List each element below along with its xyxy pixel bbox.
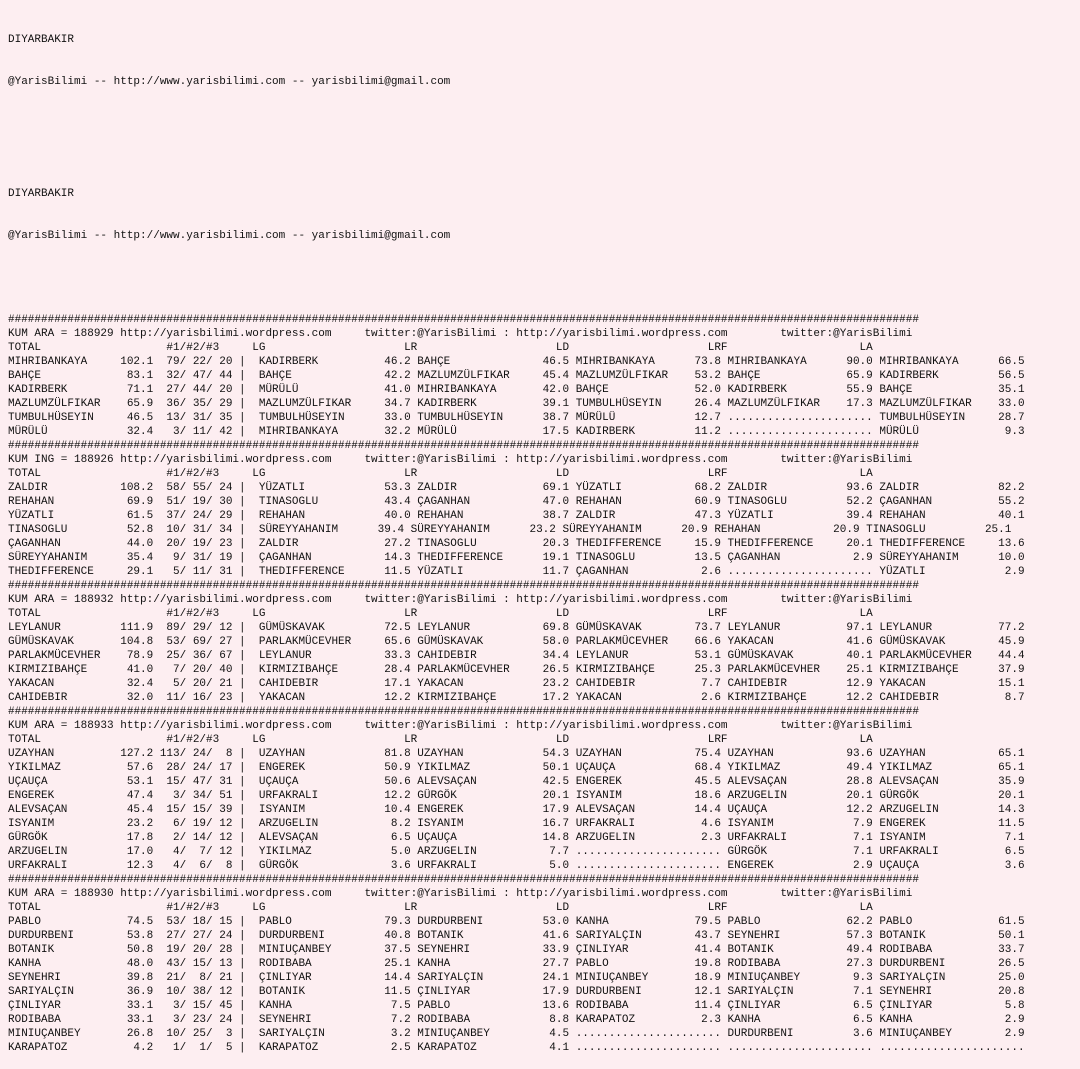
table-row: LEYLANUR 111.9 89/ 29/ 12 | GÜMÜSKAVAK 72.5 LEYLANUR 69.8 GÜMÜSKAVAK 73.7 LEYLANUR 97.1 LEYLANUR 77.2 bbox=[8, 622, 1025, 634]
table-row: ZALDIR 108.2 58/ 55/ 24 | YÜZATLI 53.3 ZALDIR 69.1 YÜZATLI 68.2 ZALDIR 93.6 ZALDIR 82.2 bbox=[8, 482, 1025, 494]
race-block bbox=[8, 873, 1080, 1055]
table-row: SEYNEHRI 39.8 21/ 8/ 21 | ÇINLIYAR 14.4 SARIYALÇIN 24.1 MINIUÇANBEY 18.9 MINIUÇANBEY 9.3 SARIYALÇIN 25.0 bbox=[8, 972, 1025, 984]
table-row: YAKACAN 32.4 5/ 20/ 21 | CAHIDEBIR 17.1 YAKACAN 23.2 CAHIDEBIR 7.7 CAHIDEBIR 12.9 YAKACAN 15.1 bbox=[8, 678, 1025, 690]
table-row: MAZLUMZÜLFIKAR 65.9 36/ 35/ 29 | MAZLUMZÜLFIKAR 34.7 KADIRBERK 39.1 TUMBULHÜSEYIN 26.4 MAZLUMZÜLFIKAR 17.3 MAZLUMZÜLFIKAR 33.0 bbox=[8, 398, 1025, 410]
contact-line-2: @YarisBilimi -- http://www.yarisbilimi.com -- yarisbilimi@gmail.com bbox=[8, 230, 451, 242]
race-block bbox=[8, 579, 1080, 705]
column-header: TOTAL #1/#2/#3 LG LR LD LRF LA bbox=[8, 734, 873, 746]
table-row: TUMBULHÜSEYIN 46.5 13/ 31/ 35 | TUMBULHÜSEYIN 33.0 TUMBULHÜSEYIN 38.7 MÜRÜLÜ 12.7 ...................... TUMBULHÜSEYIN 28.7 bbox=[8, 412, 1025, 424]
table-row: PABLO 74.5 53/ 18/ 15 | PABLO 79.3 DURDURBENI 53.0 KANHA 79.5 PABLO 62.2 PABLO 61.5 bbox=[8, 916, 1025, 928]
document-title-1: DIYARBAKIR bbox=[8, 34, 75, 46]
separator-line: ########################################################################################################################################## bbox=[8, 314, 919, 326]
table-row: URFAKRALI 12.3 4/ 6/ 8 | GÜRGÖK 3.6 URFAKRALI 5.0 ...................... ENGEREK 2.9 UÇAUÇA 3.6 bbox=[8, 860, 1025, 872]
table-row: UZAYHAN 127.2 113/ 24/ 8 | UZAYHAN 81.8 UZAYHAN 54.3 UZAYHAN 75.4 UZAYHAN 93.6 UZAYHAN 65.1 bbox=[8, 748, 1025, 760]
separator-line: ########################################################################################################################################## bbox=[8, 580, 919, 592]
race-header: KUM ARA = 188932 http://yarisbilimi.wordpress.com twitter:@YarisBilimi : http://yarisbilimi.wordpress.com twitter:@YarisBilimi bbox=[8, 594, 913, 606]
table-row: CAHIDEBIR 32.0 11/ 16/ 23 | YAKACAN 12.2 KIRMIZIBAHÇE 17.2 YAKACAN 2.6 KIRMIZIBAHÇE 12.2 CAHIDEBIR 8.7 bbox=[8, 692, 1025, 704]
race-header: KUM ARA = 188930 http://yarisbilimi.wordpress.com twitter:@YarisBilimi : http://yarisbilimi.wordpress.com twitter:@YarisBilimi bbox=[8, 888, 913, 900]
table-row: ALEVSAÇAN 45.4 15/ 15/ 39 | ISYANIM 10.4 ENGEREK 17.9 ALEVSAÇAN 14.4 UÇAUÇA 12.2 ARZUGELIN 14.3 bbox=[8, 804, 1025, 816]
table-row: KANHA 48.0 43/ 15/ 13 | RODIBABA 25.1 KANHA 27.7 PABLO 19.8 RODIBABA 27.3 DURDURBENI 26.5 bbox=[8, 958, 1025, 970]
race-block bbox=[8, 439, 1080, 579]
table-row: MIHRIBANKAYA 102.1 79/ 22/ 20 | KADIRBERK 46.2 BAHÇE 46.5 MIHRIBANKAYA 73.8 MIHRIBANKAYA 90.0 MIHRIBANKAYA 66.5 bbox=[8, 356, 1025, 368]
column-header: TOTAL #1/#2/#3 LG LR LD LRF LA bbox=[8, 468, 873, 480]
table-row: ARZUGELIN 17.0 4/ 7/ 12 | YIKILMAZ 5.0 ARZUGELIN 7.7 ...................... GÜRGÖK 7.1 URFAKRALI 6.5 bbox=[8, 846, 1025, 858]
table-row: GÜRGÖK 17.8 2/ 14/ 12 | ALEVSAÇAN 6.5 UÇAUÇA 14.8 ARZUGELIN 2.3 URFAKRALI 7.1 ISYANIM 7.1 bbox=[8, 832, 1025, 844]
race-header: KUM ING = 188926 http://yarisbilimi.wordpress.com twitter:@YarisBilimi : http://yarisbilimi.wordpress.com twitter:@YarisBilimi bbox=[8, 454, 913, 466]
table-row: KIRMIZIBAHÇE 41.0 7/ 20/ 40 | KIRMIZIBAHÇE 28.4 PARLAKMÜCEVHER 26.5 KIRMIZIBAHÇE 25.3 PARLAKMÜCEVHER 25.1 KIRMIZIBAHÇE 37.9 bbox=[8, 664, 1025, 676]
table-row: REHAHAN 69.9 51/ 19/ 30 | TINASOGLU 43.4 ÇAGANHAN 47.0 REHAHAN 60.9 TINASOGLU 52.2 ÇAGANHAN 55.2 bbox=[8, 496, 1025, 508]
table-row: MÜRÜLÜ 32.4 3/ 11/ 42 | MIHRIBANKAYA 32.2 MÜRÜLÜ 17.5 KADIRBERK 11.2 ...................... MÜRÜLÜ 9.3 bbox=[8, 426, 1025, 438]
separator-line: ########################################################################################################################################## bbox=[8, 440, 919, 452]
column-header: TOTAL #1/#2/#3 LG LR LD LRF LA bbox=[8, 342, 873, 354]
race-block bbox=[8, 313, 1080, 439]
table-row: YÜZATLI 61.5 37/ 24/ 29 | REHAHAN 40.0 REHAHAN 38.7 ZALDIR 47.3 YÜZATLI 39.4 REHAHAN 40.1 bbox=[8, 510, 1025, 522]
document-title-2: DIYARBAKIR bbox=[8, 188, 75, 200]
table-row: YIKILMAZ 57.6 28/ 24/ 17 | ENGEREK 50.9 YIKILMAZ 50.1 UÇAUÇA 68.4 YIKILMAZ 49.4 YIKILMAZ 65.1 bbox=[8, 762, 1025, 774]
table-row: TINASOGLU 52.8 10/ 31/ 34 | SÜREYYAHANIM 39.4 SÜREYYAHANIM 23.2 SÜREYYAHANIM 20.9 REHAHAN 20.9 TINASOGLU 25.1 bbox=[8, 524, 1012, 536]
table-row: UÇAUÇA 53.1 15/ 47/ 31 | UÇAUÇA 50.6 ALEVSAÇAN 42.5 ENGEREK 45.5 ALEVSAÇAN 28.8 ALEVSAÇAN 35.9 bbox=[8, 776, 1025, 788]
race-header: KUM ARA = 188933 http://yarisbilimi.wordpress.com twitter:@YarisBilimi : http://yarisbilimi.wordpress.com twitter:@YarisBilimi bbox=[8, 720, 913, 732]
table-row: PARLAKMÜCEVHER 78.9 25/ 36/ 67 | LEYLANUR 33.3 CAHIDEBIR 34.4 LEYLANUR 53.1 GÜMÜSKAVAK 40.1 PARLAKMÜCEVHER 44.4 bbox=[8, 650, 1025, 662]
contact-line-1: @YarisBilimi -- http://www.yarisbilimi.com -- yarisbilimi@gmail.com bbox=[8, 76, 451, 88]
table-row: RODIBABA 33.1 3/ 23/ 24 | SEYNEHRI 7.2 RODIBABA 8.8 KARAPATOZ 2.3 KANHA 6.5 KANHA 2.9 bbox=[8, 1014, 1025, 1026]
race-block bbox=[8, 705, 1080, 873]
column-header: TOTAL #1/#2/#3 LG LR LD LRF LA bbox=[8, 608, 873, 620]
race-list bbox=[8, 313, 1080, 1055]
table-row: SARIYALÇIN 36.9 10/ 38/ 12 | BOTANIK 11.5 ÇINLIYAR 17.9 DURDURBENI 12.1 SARIYALÇIN 7.1 SEYNEHRI 20.8 bbox=[8, 986, 1025, 998]
table-row: MINIUÇANBEY 26.8 10/ 25/ 3 | SARIYALÇIN 3.2 MINIUÇANBEY 4.5 ...................... DURDURBENI 3.6 MINIUÇANBEY 2.9 bbox=[8, 1028, 1025, 1040]
table-row: GÜMÜSKAVAK 104.8 53/ 69/ 27 | PARLAKMÜCEVHER 65.6 GÜMÜSKAVAK 58.0 PARLAKMÜCEVHER 66.6 YAKACAN 41.6 GÜMÜSKAVAK 45.9 bbox=[8, 636, 1025, 648]
table-row: ENGEREK 47.4 3/ 34/ 51 | URFAKRALI 12.2 GÜRGÖK 20.1 ISYANIM 18.6 ARZUGELIN 20.1 GÜRGÖK 20.1 bbox=[8, 790, 1025, 802]
table-row: ÇINLIYAR 33.1 3/ 15/ 45 | KANHA 7.5 PABLO 13.6 RODIBABA 11.4 ÇINLIYAR 6.5 ÇINLIYAR 5.8 bbox=[8, 1000, 1025, 1012]
separator-line: ########################################################################################################################################## bbox=[8, 874, 919, 886]
table-row: ÇAGANHAN 44.0 20/ 19/ 23 | ZALDIR 27.2 TINASOGLU 20.3 THEDIFFERENCE 15.9 THEDIFFERENCE 20.1 THEDIFFERENCE 13.6 bbox=[8, 538, 1025, 550]
table-row: DURDURBENI 53.8 27/ 27/ 24 | DURDURBENI 40.8 BOTANIK 41.6 SARIYALÇIN 43.7 SEYNEHRI 57.3 BOTANIK 50.1 bbox=[8, 930, 1025, 942]
table-row: BAHÇE 83.1 32/ 47/ 44 | BAHÇE 42.2 MAZLUMZÜLFIKAR 45.4 MAZLUMZÜLFIKAR 53.2 BAHÇE 65.9 KADIRBERK 56.5 bbox=[8, 370, 1025, 382]
table-row: BOTANIK 50.8 19/ 20/ 28 | MINIUÇANBEY 37.5 SEYNEHRI 33.9 ÇINLIYAR 41.4 BOTANIK 49.4 RODIBABA 33.7 bbox=[8, 944, 1025, 956]
table-row: ISYANIM 23.2 6/ 19/ 12 | ARZUGELIN 8.2 ISYANIM 16.7 URFAKRALI 4.6 ISYANIM 7.9 ENGEREK 11.5 bbox=[8, 818, 1025, 830]
table-row: SÜREYYAHANIM 35.4 9/ 31/ 19 | ÇAGANHAN 14.3 THEDIFFERENCE 19.1 TINASOGLU 13.5 ÇAGANHAN 2.9 SÜREYYAHANIM 10.0 bbox=[8, 552, 1025, 564]
table-row: KARAPATOZ 4.2 1/ 1/ 5 | KARAPATOZ 2.5 KARAPATOZ 4.1 ...................... ...................... ...................... bbox=[8, 1042, 1025, 1054]
race-header: KUM ARA = 188929 http://yarisbilimi.wordpress.com twitter:@YarisBilimi : http://yarisbilimi.wordpress.com twitter:@YarisBilimi bbox=[8, 328, 913, 340]
column-header: TOTAL #1/#2/#3 LG LR LD LRF LA bbox=[8, 902, 873, 914]
table-row: THEDIFFERENCE 29.1 5/ 11/ 31 | THEDIFFERENCE 11.5 YÜZATLI 11.7 ÇAGANHAN 2.6 ...................... YÜZATLI 2.9 bbox=[8, 566, 1025, 578]
separator-line: ########################################################################################################################################## bbox=[8, 706, 919, 718]
table-row: KADIRBERK 71.1 27/ 44/ 20 | MÜRÜLÜ 41.0 MIHRIBANKAYA 42.0 BAHÇE 52.0 KADIRBERK 55.9 BAHÇE 35.1 bbox=[8, 384, 1025, 396]
